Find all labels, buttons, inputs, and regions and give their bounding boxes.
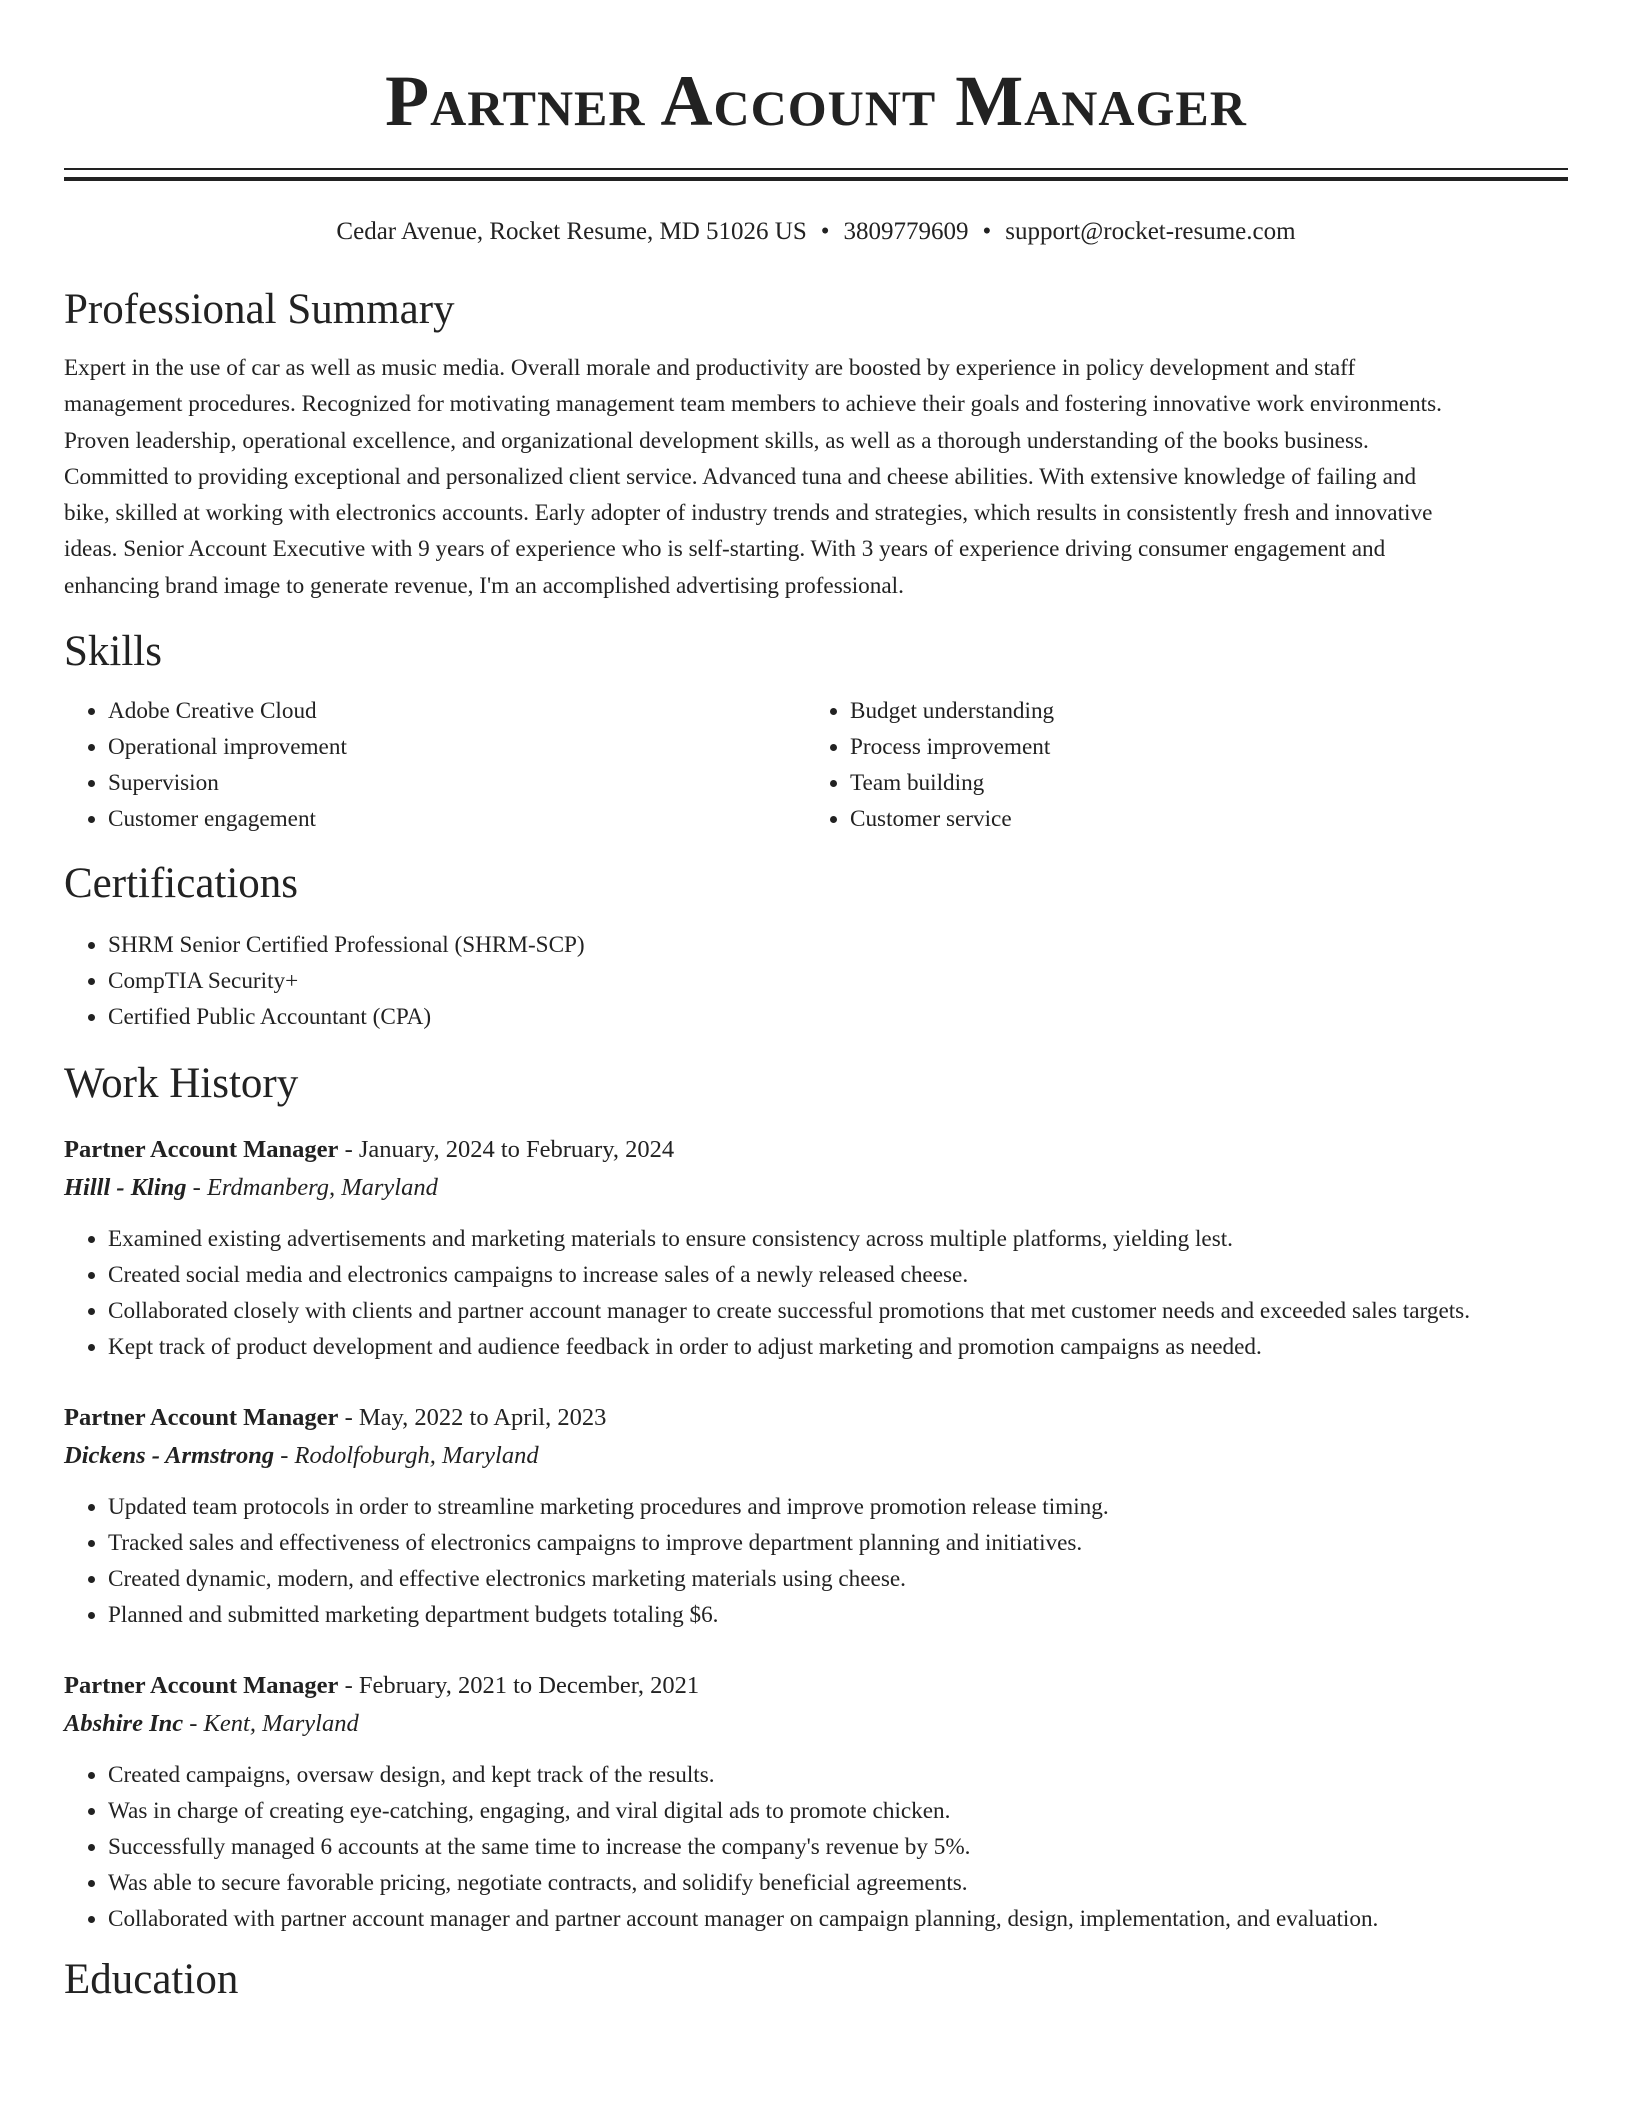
job-dates: - February, 2021 to December, 2021 xyxy=(338,1672,700,1700)
job-title-line xyxy=(64,1399,1568,1437)
certification-item: • Certified Public Accountant (CPA) xyxy=(108,999,1568,1035)
job-bullet: • Successfully managed 6 accounts at the same time to increase the company's revenue by 5%. xyxy=(108,1829,1568,1865)
contact-line xyxy=(64,215,1568,249)
education-heading: Education xyxy=(64,1956,239,2004)
job-bullets xyxy=(64,1221,1568,1365)
company-name: Dickens - Armstrong xyxy=(64,1442,275,1470)
contact-address: Cedar Avenue, Rocket Resume, MD 51026 US xyxy=(336,218,807,245)
skill-item: • Customer service xyxy=(850,801,1548,837)
job-bullet: • Updated team protocols in order to streamline marketing procedures and improve promotion release timing. xyxy=(108,1489,1568,1525)
skills-column-left xyxy=(64,693,806,837)
summary-line: Proven leadership, operational excellence, and organizational development skills, as well as a thorough understanding of the books business. xyxy=(64,427,1369,454)
certifications-list xyxy=(64,927,1568,1035)
company-name: Hilll - Kling xyxy=(64,1174,187,1202)
contact-phone: 3809779609 xyxy=(843,218,969,245)
company-name: Abshire Inc xyxy=(64,1710,184,1738)
skill-item: • Team building xyxy=(850,765,1548,801)
company-line xyxy=(64,1169,1568,1207)
job-dates: - May, 2022 to April, 2023 xyxy=(338,1404,607,1432)
summary-text xyxy=(64,350,1568,604)
skills-list xyxy=(64,693,1568,837)
summary-line: Committed to providing exceptional and personalized client service. Advanced tuna and cheese abilities. With extensive knowledge of failing and xyxy=(64,463,1417,490)
job-bullet: • Kept track of product development and audience feedback in order to adjust marketing and promotion campaigns as needed. xyxy=(108,1329,1568,1365)
job-title: Partner Account Manager xyxy=(64,1136,339,1164)
certifications-heading: Certifications xyxy=(64,860,299,908)
contact-separator: • xyxy=(982,218,992,245)
company-location: - Rodolfoburgh, Maryland xyxy=(274,1442,539,1470)
job-title-line xyxy=(64,1667,1568,1705)
title-divider-top xyxy=(64,168,1568,170)
job-bullets xyxy=(64,1489,1568,1633)
job-bullet: • Created campaigns, oversaw design, and kept track of the results. xyxy=(108,1757,1568,1793)
job-bullet: • Collaborated closely with clients and partner account manager to create successful promotions that met customer needs and exceeded sales targets. xyxy=(108,1293,1568,1329)
resume-title: Partner Account Manager xyxy=(385,61,1247,141)
company-location: - Kent, Maryland xyxy=(183,1710,359,1738)
skill-item: • Operational improvement xyxy=(108,729,806,765)
job-bullet: • Examined existing advertisements and marketing materials to ensure consistency across multiple platforms, yielding lest. xyxy=(108,1221,1568,1257)
work-history-heading: Work History xyxy=(64,1060,299,1108)
job-title-line xyxy=(64,1131,1568,1169)
skill-item: • Budget understanding xyxy=(850,693,1548,729)
job-bullet: • Created dynamic, modern, and effective electronics marketing materials using cheese. xyxy=(108,1561,1568,1597)
skills-column-right xyxy=(806,693,1548,837)
summary-line: bike, skilled at working with electronics accounts. Early adopter of industry trends and strategies, which results in consistently fresh and innovative xyxy=(64,500,1433,527)
contact-email[interactable]: support@rocket-resume.com xyxy=(1005,218,1296,245)
contact-separator: • xyxy=(820,218,830,245)
job-entry xyxy=(64,1399,1568,1633)
summary-line: management procedures. Recognized for motivating management team members to achieve their goals and fostering innovative work environments. xyxy=(64,391,1442,418)
job-bullet: • Was able to secure favorable pricing, negotiate contracts, and solidify beneficial agreements. xyxy=(108,1865,1568,1901)
job-bullet: • Was in charge of creating eye-catching, engaging, and viral digital ads to promote chicken. xyxy=(108,1793,1568,1829)
company-line xyxy=(64,1437,1568,1475)
job-title: Partner Account Manager xyxy=(64,1404,339,1432)
skill-item: • Process improvement xyxy=(850,729,1548,765)
skill-item: • Supervision xyxy=(108,765,806,801)
job-title: Partner Account Manager xyxy=(64,1672,339,1700)
job-entry xyxy=(64,1131,1568,1365)
skill-item: • Customer engagement xyxy=(108,801,806,837)
job-entry xyxy=(64,1667,1568,1937)
job-dates: - January, 2024 to February, 2024 xyxy=(338,1136,675,1164)
certification-item: • CompTIA Security+ xyxy=(108,963,1568,999)
job-bullet: • Planned and submitted marketing department budgets totaling $6. xyxy=(108,1597,1568,1633)
skill-item: • Adobe Creative Cloud xyxy=(108,693,806,729)
job-bullet: • Collaborated with partner account manager and partner account manager on campaign planning, design, implementation, and evaluation. xyxy=(108,1901,1568,1937)
summary-line: Expert in the use of car as well as music media. Overall morale and productivity are boosted by experience in policy development and staff xyxy=(64,355,1356,381)
job-bullet: • Created social media and electronics campaigns to increase sales of a newly released cheese. xyxy=(108,1257,1568,1293)
job-bullet: • Tracked sales and effectiveness of electronics campaigns to improve department planning and initiatives. xyxy=(108,1525,1568,1561)
company-location: - Erdmanberg, Maryland xyxy=(186,1174,438,1202)
certification-item: • SHRM Senior Certified Professional (SHRM-SCP) xyxy=(108,927,1568,963)
title-divider-bottom xyxy=(64,177,1568,181)
company-line xyxy=(64,1705,1568,1743)
summary-line: enhancing brand image to generate revenue, I'm an accomplished advertising professional. xyxy=(64,572,904,599)
summary-heading: Professional Summary xyxy=(64,286,455,333)
skills-heading: Skills xyxy=(64,628,162,676)
summary-line: ideas. Senior Account Executive with 9 years of experience who is self-starting. With 3 years of experience driving consumer engagement and xyxy=(64,536,1386,563)
job-bullets xyxy=(64,1757,1568,1937)
